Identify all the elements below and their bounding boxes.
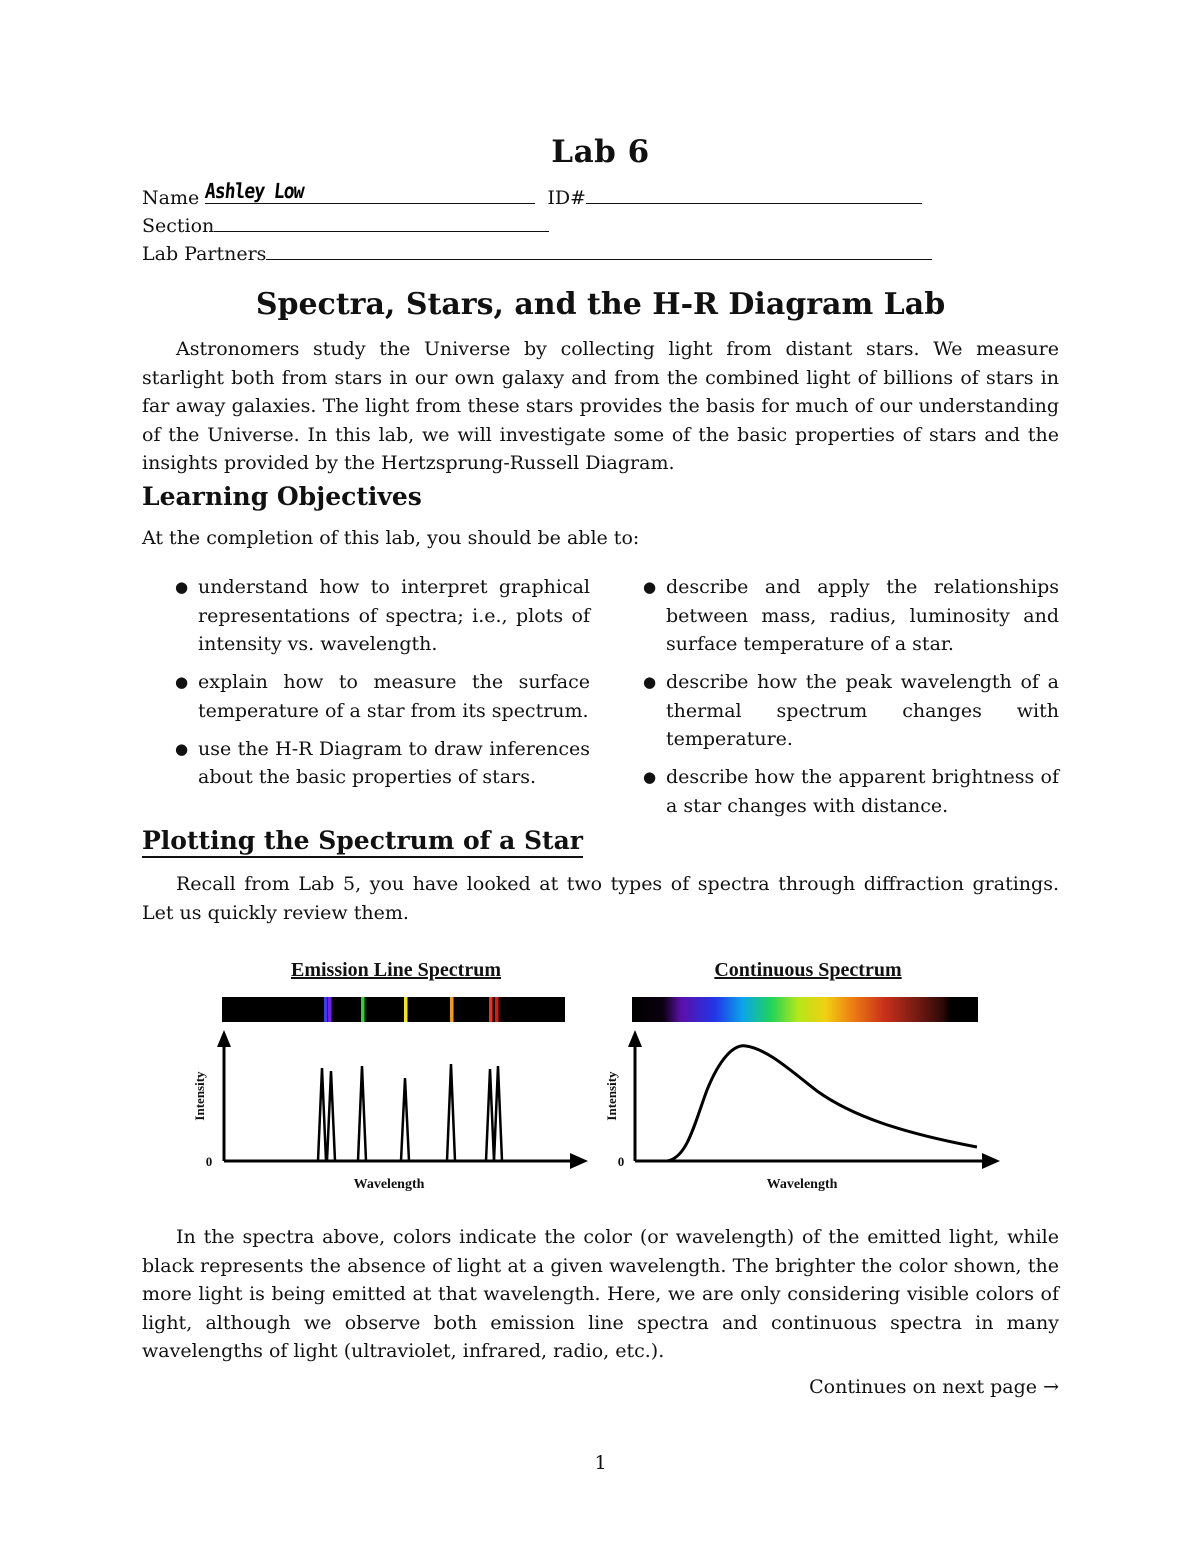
section-label: Section bbox=[142, 215, 215, 237]
page-number: 1 bbox=[594, 1452, 607, 1474]
list-item: ● describe and apply the relationships between mass, radius, luminosity and surface temperature of a star. bbox=[638, 573, 1059, 659]
emission-y-label: Intensity bbox=[192, 1071, 207, 1121]
list-item: ● explain how to measure the surface temperature of a star from its spectrum. bbox=[170, 668, 590, 725]
continuous-y-arrow-icon bbox=[628, 1030, 642, 1047]
continuous-x-arrow-icon bbox=[982, 1153, 1000, 1169]
continuous-x-label: Wavelength bbox=[766, 1177, 838, 1192]
continuous-origin-label: 0 bbox=[617, 1154, 625, 1169]
emission-color-line bbox=[404, 997, 408, 1022]
emission-spectrum-bar bbox=[222, 997, 565, 1022]
emission-peak bbox=[494, 1066, 502, 1161]
continuous-spectrum-bar bbox=[632, 997, 978, 1022]
emission-peak bbox=[358, 1066, 366, 1161]
objectives-left-column bbox=[170, 573, 590, 801]
continuous-spectrum-panel bbox=[604, 959, 1000, 1192]
emission-x-label: Wavelength bbox=[353, 1177, 425, 1192]
continuous-title: Continuous Spectrum bbox=[714, 959, 902, 981]
emission-color-line bbox=[489, 997, 493, 1022]
bullet-icon: ● bbox=[175, 578, 189, 596]
continues-on-next-page: Continues on next page → bbox=[809, 1376, 1059, 1398]
emission-y-arrow-icon bbox=[217, 1030, 231, 1047]
name-field[interactable] bbox=[204, 179, 535, 204]
emission-spectrum-panel bbox=[192, 959, 588, 1192]
name-label: Name bbox=[142, 187, 200, 209]
emission-title: Emission Line Spectrum bbox=[290, 959, 502, 981]
section-field[interactable] bbox=[214, 211, 549, 232]
section-row bbox=[142, 211, 549, 237]
list-item: ● understand how to interpret graphical representations of spectra; i.e., plots of intensity vs. wavelength. bbox=[170, 573, 590, 659]
objectives-lead: At the completion of this lab, you should be able to: bbox=[142, 527, 640, 549]
learning-objectives-heading: Learning Objectives bbox=[142, 482, 422, 511]
emission-peak bbox=[447, 1064, 455, 1161]
bullet-icon: ● bbox=[175, 673, 189, 691]
emission-peaks bbox=[318, 1064, 502, 1161]
lab-partners-label: Lab Partners bbox=[142, 243, 267, 265]
name-handwritten-value: Ashley Low bbox=[204, 179, 305, 204]
bullet-icon: ● bbox=[643, 578, 657, 596]
emission-origin-label: 0 bbox=[205, 1154, 213, 1169]
emission-color-line bbox=[328, 997, 332, 1022]
emission-x-arrow-icon bbox=[570, 1153, 588, 1169]
emission-peak bbox=[318, 1068, 326, 1161]
continuous-y-label: Intensity bbox=[604, 1071, 619, 1121]
bullet-icon: ● bbox=[643, 673, 657, 691]
lab-partners-field[interactable] bbox=[266, 239, 932, 260]
emission-peak bbox=[327, 1071, 335, 1161]
intro-paragraph: Astronomers study the Universe by collecting light from distant stars. We measure starlight both from stars in our own galaxy and from the combined light of billions of stars in far away galaxies. The light from these stars provides the basis for much of our understanding of the Universe. In this lab, we will investigate some of the basic properties of stars and the insights provided by the Hertzsprung-Russell Diagram. bbox=[142, 338, 1059, 474]
emission-color-line bbox=[324, 997, 328, 1022]
name-id-row bbox=[142, 179, 922, 209]
spectra-figure bbox=[142, 950, 1059, 1200]
emission-peak bbox=[486, 1069, 494, 1161]
lab-title: Spectra, Stars, and the H-R Diagram Lab bbox=[255, 287, 946, 322]
explanation-paragraph: In the spectra above, colors indicate the color (or wavelength) of the emitted light, while black represents the absence of light at a given wavelength. The brighter the color shown, the more light is being emitted at that wavelength. Here, we are only considering visible colors of light, although we observe both emission line spectra and continuous spectra in many wavelengths of light (ultraviolet, infrared, radio, etc.). bbox=[142, 1226, 1059, 1362]
list-item: ● describe how the apparent brightness of a star changes with distance. bbox=[638, 763, 1059, 820]
id-label: ID# bbox=[547, 187, 586, 209]
bullet-icon: ● bbox=[175, 739, 189, 758]
blackbody-curve bbox=[667, 1046, 977, 1161]
emission-color-line bbox=[450, 997, 454, 1022]
list-item: ● use the H-R Diagram to draw inferences about the basic properties of stars. bbox=[170, 735, 590, 792]
recall-paragraph: Recall from Lab 5, you have looked at two types of spectra through diffraction gratings. Let us quickly review them. bbox=[142, 873, 1059, 924]
lab-number-heading: Lab 6 bbox=[551, 134, 650, 170]
emission-peak bbox=[401, 1078, 409, 1161]
objectives-right-column bbox=[638, 573, 1059, 830]
lab-partners-row bbox=[142, 239, 932, 265]
list-item: ● describe how the peak wavelength of a thermal spectrum changes with temperature. bbox=[638, 668, 1059, 754]
id-field[interactable] bbox=[586, 183, 922, 204]
emission-color-line bbox=[495, 997, 499, 1022]
plotting-spectrum-heading: Plotting the Spectrum of a Star bbox=[142, 826, 583, 858]
bullet-icon: ● bbox=[643, 768, 657, 786]
emission-color-line bbox=[361, 997, 365, 1022]
